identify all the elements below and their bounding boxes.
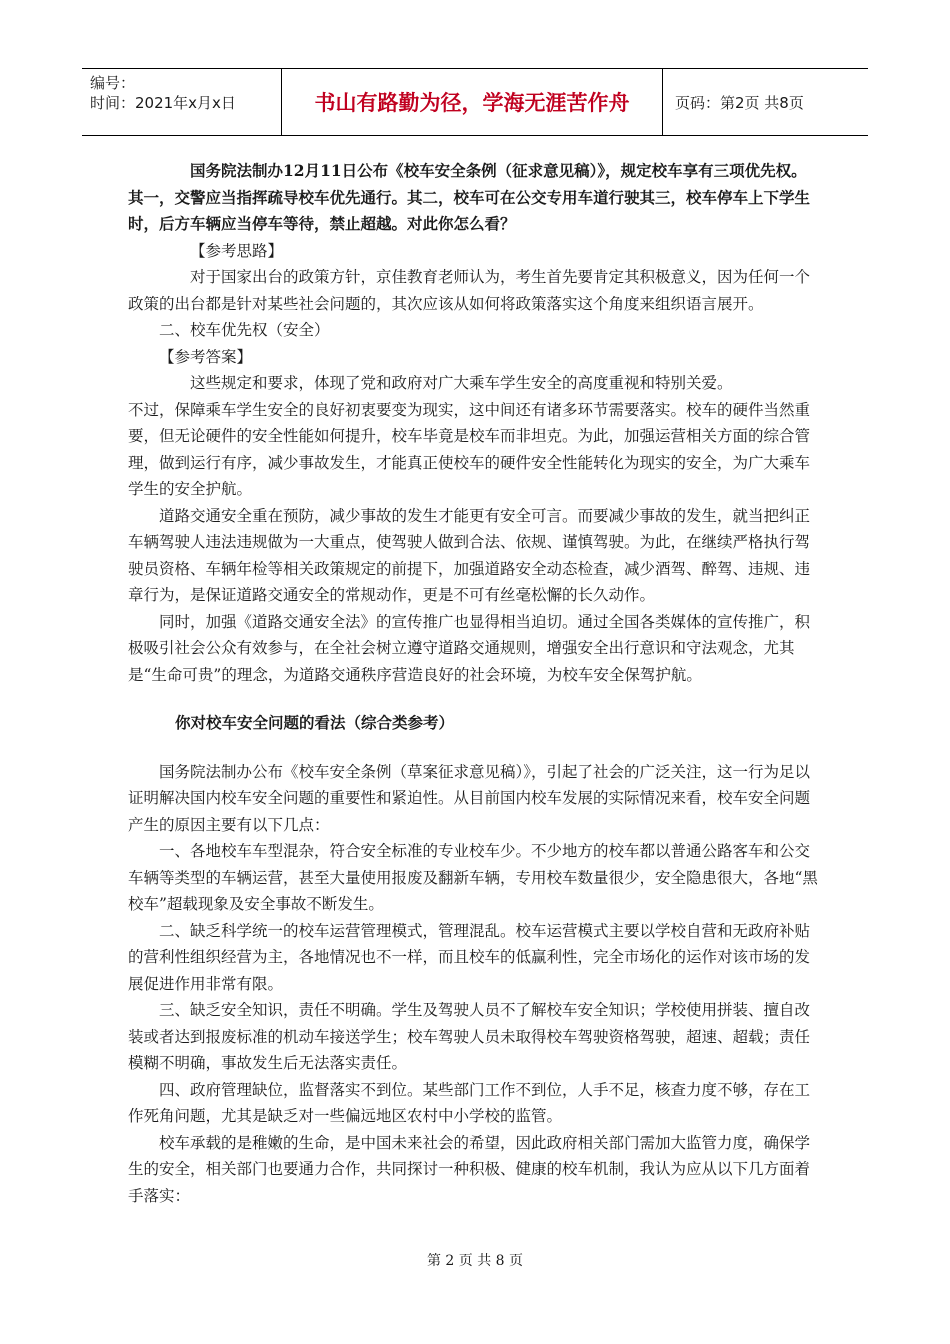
answer-paragraph-4: 同时，加强《道路交通安全法》的宣传推广也显得相当迫切。通过全国各类媒体的宣传推广，积极吸引社会公众有效参与，在全社会树立遵守道路交通规则，增强安全出行意识和守法观念，尤其是“生命可贵”的理念，为道路交通秩序营造良好的社会环境，为校车安全保驾护航。 xyxy=(128,612,811,684)
answer-paragraph-2: 不过，保障乘车学生安全的良好初衷要变为现实，这中间还有诸多环节需要落实。校车的硬件当然重要，但无论硬件的安全性能如何提升，校车毕竟是校车而非坦克。为此，加强运营相关方面的综合管理，做到运行有序，减少事故发生，才能真正使校车的硬件安全性能转化为现实的安全，为广大乘车学生的安全护航。 xyxy=(128,400,811,498)
answer-paragraph-3: 道路交通安全重在预防，减少事故的发生才能更有安全可言。而要减少事故的发生，就当把纠正车辆驾驶人违法违规做为一大重点，使驾驶人做到合法、依规、谨慎驾驶。为此，在继续严格执行驾驶员资格、车辆年检等相关政策规定的前提下，加强道路安全动态检查，减少酒驾、醉驾、违规、违章行为，是保证道路交通安全的常规动作，更是不可有丝毫松懈的长久动作。 xyxy=(128,506,811,604)
header-meta xyxy=(82,69,282,135)
time-label: 时间：2021年x月x日 xyxy=(90,94,236,112)
number-label: 编号： xyxy=(90,74,136,92)
point-two-heading: 二、校车优先权（安全） xyxy=(159,321,330,339)
section-paragraph-6: 校车承载的是稚嫩的生命，是中国未来社会的希望，因此政府相关部门需加大监管力度，确保学生的安全，相关部门也要通力合作，共同探讨一种积极、健康的校车机制，我认为应从以下几方面着手落实： xyxy=(128,1133,811,1205)
section-title: 你对校车安全问题的看法（综合类参考） xyxy=(175,714,455,732)
section-paragraph-1: 国务院法制办公布《校车安全条例（草案征求意见稿）》，引起了社会的广泛关注，这一行为足以证明解决国内校车安全问题的重要性和紧迫性。从目前国内校车发展的实际情况来看，校车安全问题产生的原因主要有以下几点： xyxy=(128,762,811,834)
ref-idea-label: 【参考思路】 xyxy=(190,241,284,260)
document-body xyxy=(128,158,818,1209)
section-paragraph-3: 二、缺乏科学统一的校车运营管理模式，管理混乱。校车运营模式主要以学校自营和无政府补贴的营利性组织经营为主，各地情况也不一样，而且校车的低赢利性，完全市场化的运作对该市场的发展促进作用非常有限。 xyxy=(128,921,811,993)
page-footer: 第 2 页 共 8 页 xyxy=(426,1253,524,1269)
page-number-label: 页码：第2页 共8页 xyxy=(675,93,804,112)
ref-answer-label: 【参考答案】 xyxy=(159,347,253,366)
answer-paragraph-1: 这些规定和要求，体现了党和政府对广大乘车学生安全的高度重视和特别关爱。 xyxy=(190,374,733,392)
section-paragraph-2: 一、各地校车车型混杂，符合安全标准的专业校车少。不少地方的校车都以普通公路客车和公交车辆等类型的车辆运营，甚至大量使用报废及翻新车辆，专用校车数量很少，安全隐患很大，各地“黑校车”超载现象及安全事故不断发生。 xyxy=(128,842,818,913)
section-paragraph-5: 四、政府管理缺位，监督落实不到位。某些部门工作不到位，人手不足，核查力度不够，存在工作死角问题，尤其是缺乏对一些偏远地区农村中小学校的监管。 xyxy=(128,1080,811,1125)
question-paragraph: 国务院法制办12月11日公布《校车安全条例（征求意见稿）》，规定校车享有三项优先权。其一，交警应当指挥疏导校车优先通行。其二，校车可在公交专用车道行驶其三，校车停车上下学生时，后方车辆应当停车等待，禁止超越。对此你怎么看？ xyxy=(128,161,811,233)
ref-idea-paragraph: 对于国家出台的政策方针，京佳教育老师认为，考生首先要肯定其积极意义，因为任何一个政策的出台都是针对某些社会问题的，其次应该从如何将政策落实这个角度来组织语言展开。 xyxy=(128,268,811,313)
page-header xyxy=(82,68,868,136)
section-paragraph-4: 三、缺乏安全知识，责任不明确。学生及驾驶人员不了解校车安全知识；学校使用拼装、擅自改装或者达到报废标准的机动车接送学生；校车驾驶人员未取得校车驾驶资格驾驶，超速、超载；责任模糊不明确，事故发生后无法落实责任。 xyxy=(128,1001,811,1072)
header-motto: 书山有路勤为径，学海无涯苦作舟 xyxy=(282,69,663,135)
